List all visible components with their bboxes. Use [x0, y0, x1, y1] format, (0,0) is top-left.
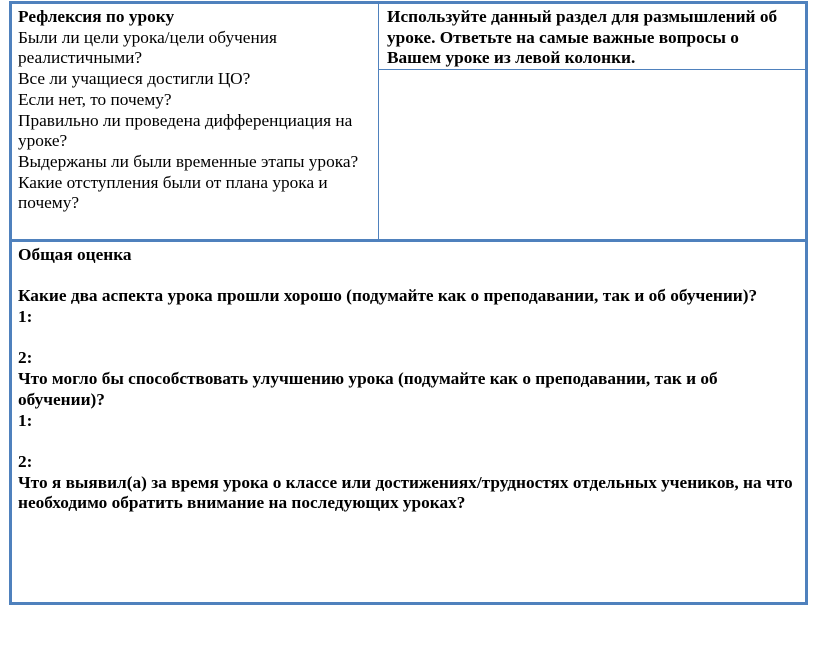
reflection-question-achieved: Все ли учащиеся достигли ЦО? [18, 69, 251, 89]
good-aspect-2-label: 2: [18, 348, 33, 368]
reflection-question-goals: Были ли цели урока/цели обучения реалистичными? [18, 27, 277, 68]
reflection-table [9, 1, 808, 605]
reflection-question-timing: Выдержаны ли были временные этапы урока? [18, 151, 359, 171]
reflection-question-differentiation: Правильно ли проведена дифференциация на уроке? [18, 110, 353, 151]
overall-title: Общая оценка [18, 245, 132, 264]
overall-question-good-aspects: Какие два аспекта урока прошли хорошо (подумайте как о преподавании, так и об обучении)? [18, 286, 758, 306]
overall-question-observations: Что я выявил(а) за время урока о классе или достижениях/трудностях отдельных учеников, на что необходимо обратить внимание на последующих уроках? [18, 472, 793, 513]
good-aspect-1-label: 1: [18, 307, 33, 327]
overall-question-improvements: Что могло бы способствовать улучшению урока (подумайте как о преподавании, так и об обучении)? [18, 369, 718, 409]
reflection-question-deviations: Какие отступления были от плана урока и почему? [18, 172, 328, 213]
improvement-1-label: 1: [18, 410, 33, 430]
reflection-answer-cell[interactable] [379, 70, 805, 242]
reflection-question-why-not: Если нет, то почему? [18, 89, 172, 109]
improvement-2-label: 2: [18, 451, 33, 471]
instruction-text: Используйте данный раздел для размышлений об уроке. Ответьте на самые важные вопросы о Вашем уроке из левой колонки. [387, 7, 778, 68]
reflection-cell [12, 4, 379, 242]
reflection-title: Рефлексия по уроку [18, 7, 175, 26]
instruction-cell [379, 4, 805, 70]
overall-evaluation-cell [12, 242, 805, 602]
